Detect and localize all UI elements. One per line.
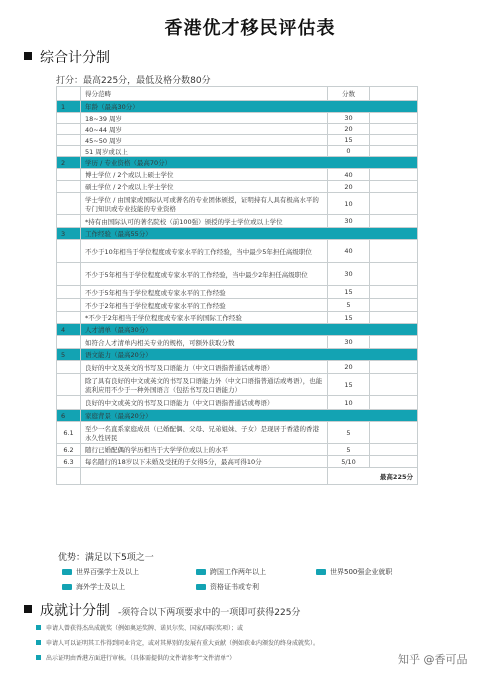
row-blank [370,361,418,374]
row-points: 10 [328,396,370,410]
row-blank [370,456,418,468]
row-text: *不少于2年相当于学位程度或专家水平的国际工作经验 [81,312,328,324]
category-label: 工作经验（最高55分） [81,228,418,240]
row-points: 20 [328,361,370,374]
row-points: 20 [328,124,370,135]
achievement-text: 出示证明由香港方面进行审核。（具体需提供的文件请参考“文件清单”） [46,655,236,662]
row-number: 6.2 [57,444,81,456]
row-points: 30 [328,215,370,228]
row-blank [370,169,418,181]
section-heading-text: 成就计分制 [40,603,110,619]
section-heading-points [24,47,110,67]
achievement-item [36,623,243,632]
advantage-item [316,567,392,577]
row-text: 每名随行的18岁以下未婚及受抚的子女得5分，最高可得10分 [81,456,328,468]
advantage-item [62,567,139,577]
row-blank [370,215,418,228]
row-blank [370,396,418,410]
row-points: 30 [328,336,370,349]
section-heading-achievement [24,600,300,620]
row-blank [370,135,418,146]
table-row [57,299,418,312]
category-number: 6 [57,410,81,422]
tag-icon [62,584,72,590]
header-cell-blank [57,87,81,101]
score-table [56,86,418,485]
category-number: 2 [57,157,81,169]
category-row [57,228,418,240]
row-points: 15 [328,286,370,299]
row-number [57,135,81,146]
row-text: 除了具有良好的中文或英文的书写及口语能力外（中文口语指普通话或粤语），也能流利应用不少于一种外国语言（包括书写及口语能力） [81,374,328,396]
bullet-icon [36,655,41,660]
header-item: 得分范畴 [81,87,328,101]
achievement-text: 申请人可以证明其工作得到同业肯定，或对其界别的发展有重大贡献（例如获业内颁发的终身成就奖）。 [46,640,320,647]
row-number [57,146,81,157]
category-number: 3 [57,228,81,240]
row-points: 40 [328,169,370,181]
table-row [57,312,418,324]
row-number [57,124,81,135]
row-number [57,181,81,193]
row-number [57,286,81,299]
advantage-item [196,567,266,577]
category-row [57,157,418,169]
table-row [57,124,418,135]
row-number [57,299,81,312]
row-text: 硕士学位 / 2个或以上学士学位 [81,181,328,193]
section-note: -须符合以下两项要求中的一项即可获得225分 [118,608,301,618]
row-points: 5 [328,299,370,312]
advantage-label: 世界百强学士及以上 [76,568,139,576]
row-blank [370,193,418,215]
watermark: 知乎 @香可品 [398,653,468,666]
table-row [57,113,418,124]
row-points: 5/10 [328,456,370,468]
table-header-row [57,87,418,101]
tag-icon [62,569,72,575]
advantage-label: 资格证书或专利 [210,583,259,591]
row-text: *持有由国际认可的著名院校（前100强）颁授的学士学位或以上学位 [81,215,328,228]
row-number [57,215,81,228]
header-points: 分数 [328,87,370,101]
row-number [57,336,81,349]
table-row [57,181,418,193]
total-row [57,468,418,485]
row-text: 如符合人才清单内相关专业的规格，可额外获取分数 [81,336,328,349]
category-label: 家庭背景（最高20分） [81,410,418,422]
row-number: 6.3 [57,456,81,468]
table-row [57,215,418,228]
row-points: 30 [328,263,370,286]
row-number [57,169,81,181]
category-number: 4 [57,324,81,336]
row-text: 随行已婚配偶的学历相当于大学学位或以上的水平 [81,444,328,456]
table-row [57,135,418,146]
table-row [57,263,418,286]
advantage-item [196,582,259,592]
row-text: 45~50 周岁 [81,135,328,146]
row-blank [370,299,418,312]
row-blank [370,286,418,299]
category-row [57,349,418,361]
category-number: 1 [57,101,81,113]
row-blank [370,312,418,324]
row-text: 良好的中文及英文的书写及口语能力（中文口语指普通话或粤语） [81,361,328,374]
row-blank [370,444,418,456]
row-points: 15 [328,374,370,396]
table-row [57,240,418,263]
row-number: 6.1 [57,422,81,444]
table-row [57,396,418,410]
row-points: 15 [328,312,370,324]
row-text: 18~39 周岁 [81,113,328,124]
advantage-item [62,582,125,592]
table-row [57,146,418,157]
table-row [57,422,418,444]
category-label: 人才清单（最高30分） [81,324,418,336]
row-number [57,361,81,374]
advantage-label: 世界500强企业就职 [330,568,393,576]
row-points: 40 [328,240,370,263]
row-number [57,263,81,286]
header-cell-blank [370,87,418,101]
category-row [57,324,418,336]
advantage-label: 跨国工作两年以上 [210,568,266,576]
tag-icon [316,569,326,575]
row-blank [370,181,418,193]
row-blank [370,146,418,157]
row-blank [370,336,418,349]
row-points: 0 [328,146,370,157]
score-table-body [57,87,418,485]
category-row [57,101,418,113]
row-blank [370,263,418,286]
row-text: 不少于10年相当于学位程度或专家水平的工作经验，当中最少5年担任高级职位 [81,240,328,263]
achievement-item [36,638,319,647]
row-text: 良好的中文或英文的书写及口语能力（中文口语指普通话或粤语） [81,396,328,410]
total-points: 最高225分 [328,468,418,485]
row-text: 51 周岁或以上 [81,146,328,157]
row-number [57,374,81,396]
advantage-label: 海外学士及以上 [76,583,125,591]
category-label: 年龄（最高30分） [81,101,418,113]
tag-icon [196,569,206,575]
row-text: 学士学位 / 由国家或国际认可或著名的专业团体颁授，证明持有人具有极高水平的专门知识或专业技能的专业资格 [81,193,328,215]
achievement-item [36,653,235,662]
row-text: 不少于5年相当于学位程度或专家水平的工作经验，当中最少2年担任高级职位 [81,263,328,286]
row-number [57,312,81,324]
row-blank [370,422,418,444]
table-row [57,361,418,374]
row-points: 20 [328,181,370,193]
table-row [57,336,418,349]
square-bullet-icon [24,52,32,60]
total-blank [57,468,81,485]
row-text: 40~44 周岁 [81,124,328,135]
row-number [57,240,81,263]
row-text: 至少一名直系家庭成员（已婚配偶、父母、兄弟姐妹、子女）是现居于香港的香港永久性居民 [81,422,328,444]
achievement-text: 申请人曾获得杰出成就奖（例如奥运奖牌、诺贝尔奖、国家/国际奖项）；或 [46,625,244,632]
row-blank [370,124,418,135]
table-row [57,169,418,181]
bullet-icon [36,625,41,630]
row-points: 5 [328,422,370,444]
row-text: 博士学位 / 2个或以上硕士学位 [81,169,328,181]
square-bullet-icon [24,605,32,613]
row-blank [370,374,418,396]
bullet-icon [36,640,41,645]
section-heading-text: 综合计分制 [40,50,110,66]
row-text: 不少于2年相当于学位程度或专家水平的工作经验 [81,299,328,312]
table-row [57,193,418,215]
table-row [57,456,418,468]
row-points: 5 [328,444,370,456]
row-blank [370,240,418,263]
table-row [57,286,418,299]
advantages-heading: 优势：满足以下5项之一 [58,553,154,563]
row-blank [370,113,418,124]
row-number [57,113,81,124]
row-text: 不少于5年相当于学位程度或专家水平的工作经验 [81,286,328,299]
table-row [57,374,418,396]
total-blank [81,468,328,485]
page-title: 香港优才移民评估表 [164,18,336,39]
category-label: 学历 / 专业资格（最高70分） [81,157,418,169]
score-note: 打分：最高225分，最低及格分数80分 [56,76,211,86]
table-row [57,444,418,456]
row-points: 15 [328,135,370,146]
row-points: 10 [328,193,370,215]
tag-icon [196,584,206,590]
row-number [57,396,81,410]
row-number [57,193,81,215]
category-row [57,410,418,422]
category-number: 5 [57,349,81,361]
row-points: 30 [328,113,370,124]
category-label: 语文能力（最高20分） [81,349,418,361]
